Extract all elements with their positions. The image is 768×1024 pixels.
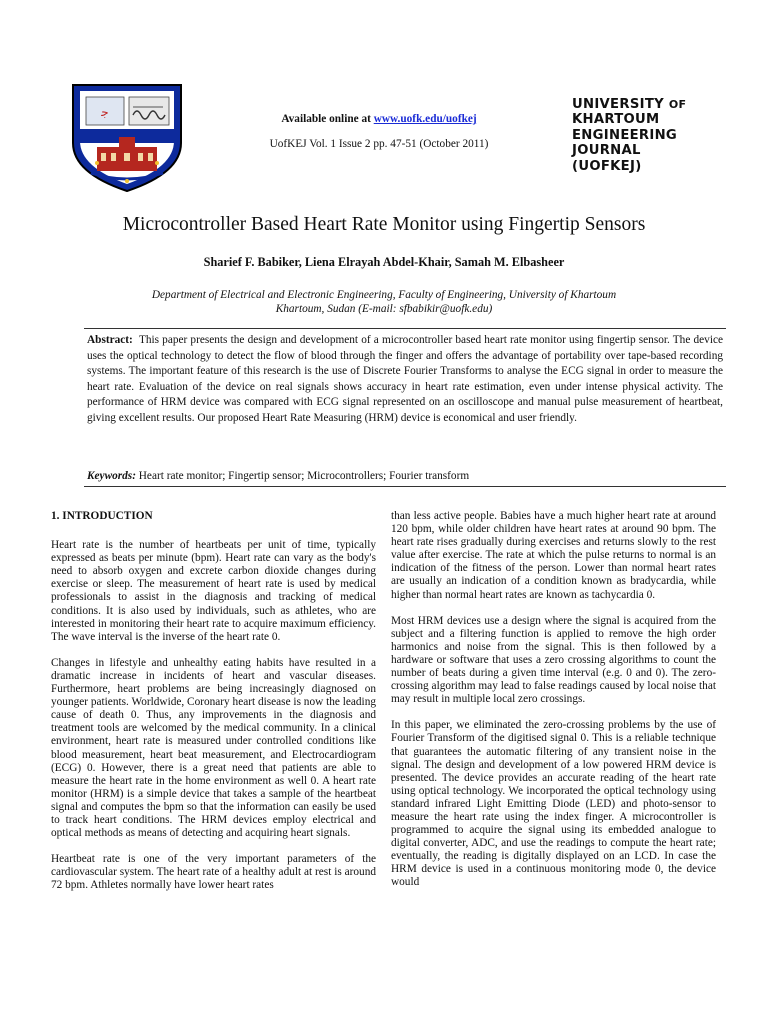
paper-authors: Sharief F. Babiker, Liena Elrayah Abdel-Khair, Samah M. Elbasheer <box>203 255 565 269</box>
journal-url-link[interactable]: www.uofk.edu/uofkej <box>373 113 477 125</box>
section-heading-introduction: 1. INTRODUCTION <box>51 510 153 522</box>
abstract-label: Abstract: <box>87 334 133 346</box>
paragraph: than less active people. Babies have a much higher heart rate at around 120 bpm, while older children have heart rates at around 90 bpm. The heart rate rises gradually during exercises and returns slowly to the rest value after exercise. The rate at which the pulse returns to normal is an indication of the fitness of the person. Lower than normal heart rates are usually an indication of a condition known as bradycardia, while higher than normal heart rates are known as tachycardia 0. <box>391 510 716 601</box>
right-column <box>391 510 716 903</box>
journal-line-2: KHARTOUM <box>572 112 660 128</box>
journal-line-1: UNIVERSITY <box>572 97 669 112</box>
paragraph: Most HRM devices use a design where the signal is acquired from the subject and a filtering function is applied to remove the high order harmonics and noise from the signal. This is then followed by a hardware or software that uses a zero crossing algorithms to count the number of beats during a given time interval (e.g. 0 and 0). The zero-crossing algorithm may lead to false readings caused by local noise that may result in multiple local zero crossings. <box>391 614 716 706</box>
affiliation-line-1: Department of Electrical and Electronic Engineering, Faculty of Engineering, University of Khartoum <box>151 289 617 301</box>
keywords-label: Keywords: <box>87 470 136 482</box>
keywords <box>87 469 723 484</box>
paragraph: In this paper, we eliminated the zero-crossing problems by the use of Fourier Transform of the digitised signal 0. This is a reliable technique that guarantees the automatic filtering of any transient noise in the signal. The design and development of a low powered HRM device is presented. The device provides an accurate reading of the heart rate using optical technology. We incorporated the optical technology using standard infrared Light Emitting Diode (LED) and photo-sensor to measure the heart rate using the index finger. A microcontroller is programmed to acquire the signal using its embedded analogue to digital converter, ADC, and use the readings to compute the heart rate; eventually, the reading is digitally displayed on an LCD. In case the HRM device is used in a continuous monitoring mode 0, the device would <box>391 719 716 889</box>
journal-line-1-suffix: OF <box>668 98 687 111</box>
affiliation <box>60 288 708 316</box>
university-logo <box>67 81 187 193</box>
abstract <box>87 333 723 426</box>
paragraph: Heart rate is the number of heartbeats per unit of time, typically expressed as beats per minute (bpm). Heart rate can vary as the body's need to absorb oxygen and excrete carbon dioxide changes during exercise or sleep. The measurement of heart rate is used by medical professionals to assist in the diagnosis and tracking of medical conditions. It is also used by individuals, such as athletes, who are interested in monitoring their heart rate to acquire maximum efficiency. The wave interval is the inverse of the heart rate 0. <box>51 539 376 643</box>
journal-line-5: (UOFKEJ) <box>572 158 642 174</box>
journal-line-3: ENGINEERING <box>572 127 678 143</box>
journal-line-4: JOURNAL <box>572 143 641 159</box>
keywords-text: Heart rate monitor; Fingertip sensor; Microcontrollers; Fourier transform <box>135 470 470 482</box>
svg-text:ﺟ: ﺟ <box>101 105 109 119</box>
issue-info: UofKEJ Vol. 1 Issue 2 pp. 47-51 (October 2011) <box>269 137 489 150</box>
keywords-bottom-rule <box>84 486 726 487</box>
abstract-top-rule <box>84 328 726 329</box>
journal-name-block <box>572 97 686 174</box>
paragraph: Heartbeat rate is one of the very important parameters of the cardiovascular system. The heart rate of a healthy adult at rest is around 72 bpm. Athletes normally have lower heart rates <box>51 853 376 892</box>
availability-prefix: Available online at <box>281 113 374 125</box>
publication-header <box>230 113 528 151</box>
paper-title: Microcontroller Based Heart Rate Monitor using Fingertip Sensors <box>122 214 646 235</box>
paragraph: Changes in lifestyle and unhealthy eating habits have resulted in a dramatic increase in incidents of heart and vascular diseases. Furthermore, heart problems are being increasingly diagnosed on younger patients. Worldwide, Coronary heart disease is now the leading cause of death 0. Thus, any improvements in the diagnosis and treatment tools are welcomed by the medical community. In a clinical environment, heart rate is measured under controlled conditions like blood measurement, heart beat measurement, and Electrocardiogram (ECG) 0. However, there is a great need that patients are able to measure the heart rate in the home environment as well 0. A heart rate monitor (HRM) is a simple device that takes a sample of the heartbeat signal and computes the bpm so that the information can easily be used to track heart conditions. The HRM devices employ electrical and optical methods as means of detecting and acquiring heart signals. <box>51 656 376 840</box>
affiliation-line-2: Khartoum, Sudan (E-mail: sfbabikir@uofk.edu) <box>275 303 493 315</box>
left-column <box>51 510 376 905</box>
availability-line <box>230 113 528 127</box>
abstract-text: This paper presents the design and development of a microcontroller based heart rate monitor using fingertip sensor. The device uses the optical technology to detect the flow of blood through the finger and offers the advantage of portability over tape-based recording systems. The important feature of this research is the use of Discrete Fourier Transforms to analyse the ECG signal in order to measure the heart rate. Evaluation of the device on real signals shows accuracy in heart rate estimation, even under intense physical activity. The performance of HRM device was compared with ECG signal represented on an oscilloscope and manual pulse measurement of heartbeat, giving excellent results. Our proposed Heart Rate Measuring (HRM) device is economical and user friendly. <box>87 334 723 424</box>
